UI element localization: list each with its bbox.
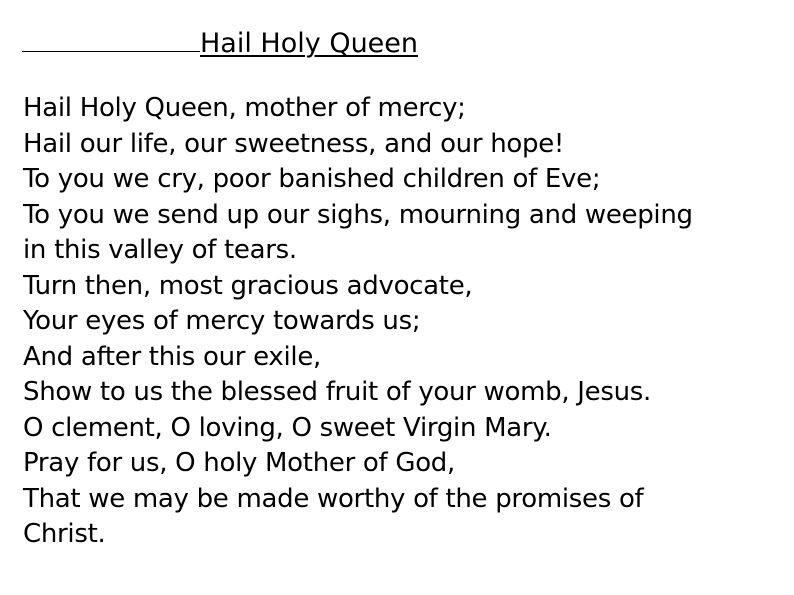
prayer-line: And after this our exile, (23, 341, 321, 372)
title-row (22, 24, 418, 60)
prayer-text (23, 91, 693, 553)
prayer-line: To you we cry, poor banished children of Eve; (23, 164, 601, 194)
prayer-line: Turn then, most gracious advocate, (23, 270, 473, 301)
prayer-line: To you we send up our sighs, mourning and weeping (23, 199, 693, 230)
prayer-line: Pray for us, O holy Mother of God, (23, 448, 455, 478)
prayer-line: That we may be made worthy of the promises of (23, 483, 644, 514)
title-text: Hail Holy Queen (200, 28, 419, 59)
prayer-line: O clement, O loving, O sweet Virgin Mary. (23, 412, 552, 443)
prayer-line: Show to us the blessed fruit of your womb, Jesus. (23, 377, 651, 407)
prayer-line: Christ. (23, 519, 106, 549)
prayer-line: Hail our life, our sweetness, and our hope! (23, 128, 565, 159)
prayer-line: in this valley of tears. (23, 235, 297, 265)
page-title (22, 25, 418, 60)
prayer-line: Your eyes of mercy towards us; (23, 306, 421, 336)
title-leading-rule (22, 25, 200, 52)
prayer-line: Hail Holy Queen, mother of mercy; (23, 93, 466, 123)
